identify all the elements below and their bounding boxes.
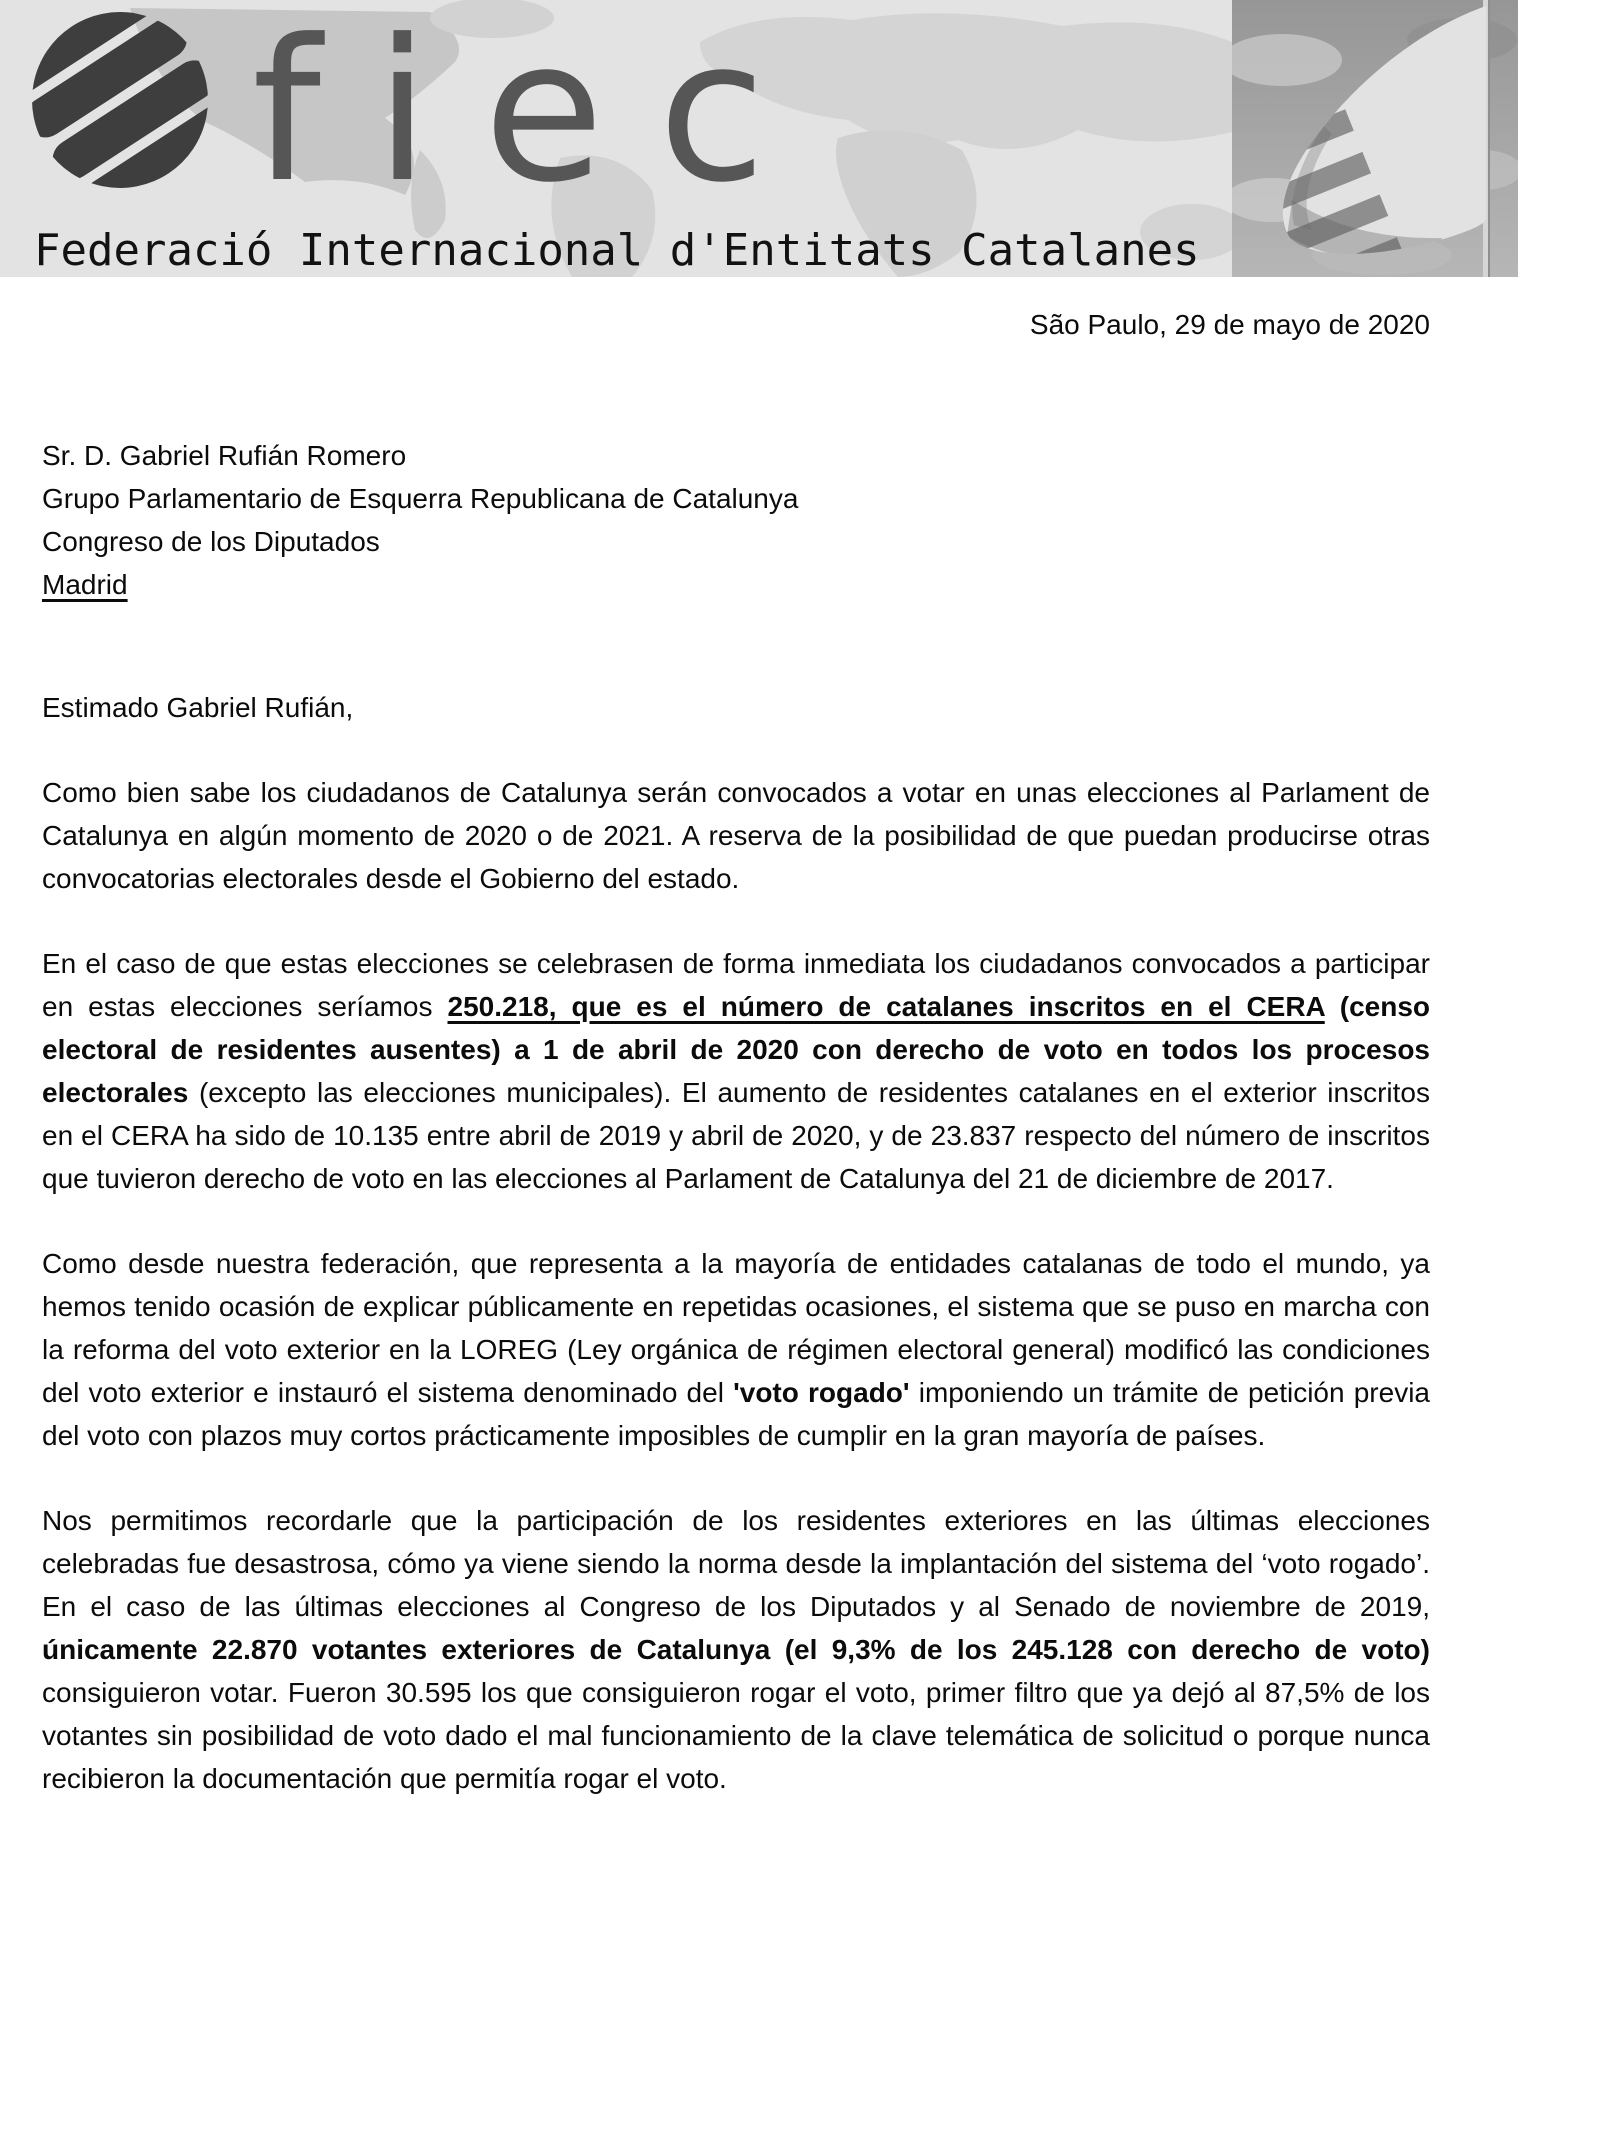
paragraph-segment: (excepto las elecciones municipales). El aumento de residentes catalanes en el exterior inscritos en el CERA ha sido de 10.135 entre abril de 2019 y abril de 2020, y de 23.837 respecto del número de inscritos que tuvieron derecho de voto en las elecciones al Parlament de Catalunya del 21 de diciembre de 2017. <box>42 1077 1430 1194</box>
letter-dateline: São Paulo, 29 de mayo de 2020 <box>1029 309 1430 340</box>
org-name: Federació Internacional d'Entitats Catalanes <box>34 224 1200 276</box>
paragraph-segment: (censo electoral de residentes ausentes) a 1 de abril de 2020 con derecho de voto en todos los procesos electorales <box>42 991 1430 1108</box>
letter-content <box>42 277 1430 1800</box>
recipient-city-line <box>42 563 1430 606</box>
paragraph <box>42 1242 1430 1457</box>
recipient-line: Grupo Parlamentario de Esquerra Republicana de Catalunya <box>42 483 799 514</box>
fiec-logo-text: fiec <box>252 0 820 226</box>
letterhead <box>0 0 1600 277</box>
paragraph <box>42 942 1430 1200</box>
paragraph-segment: 250.218, que es el número de catalanes inscritos en el CERA <box>447 991 1325 1022</box>
paragraph-segment: 'voto rogado' <box>733 1377 910 1408</box>
paragraph-segment: únicamente 22.870 votantes exteriores de Catalunya (el 9,3% de los 245.128 con derecho de voto) <box>42 1634 1430 1665</box>
fiec-globe-icon <box>28 0 213 200</box>
recipient-city: Madrid <box>42 569 128 600</box>
catalan-flag-photo <box>1232 0 1518 277</box>
paragraph-segment: imponiendo un trámite de petición previa del voto con plazos muy cortos prácticamente imposibles de cumplir en la gran mayoría de países. <box>42 1377 1430 1451</box>
paragraph <box>42 771 1430 900</box>
paragraph <box>42 1499 1430 1800</box>
salutation: Estimado Gabriel Rufián, <box>42 692 354 723</box>
letter-body <box>42 771 1430 1800</box>
recipient-block <box>42 434 1430 606</box>
paragraph-segment: Nos permitimos recordarle que la participación de los residentes exteriores en las últimas elecciones celebradas fue desastrosa, cómo ya viene siendo la norma desde la implantación del sistema del ‘voto rogado’. En el caso de las últimas elecciones al Congreso de los Diputados y al Senado de noviembre de 2019, <box>42 1505 1430 1622</box>
paragraph-segment: En el caso de que estas elecciones se celebrasen de forma inmediata los ciudadanos convocados a participar en estas elecciones seríamos <box>42 948 1430 1022</box>
paragraph-segment: Como bien sabe los ciudadanos de Catalunya serán convocados a votar en unas elecciones al Parlament de Catalunya en algún momento de 2020 o de 2021. A reserva de la posibilidad de que puedan producirse otras convocatorias electorales desde el Gobierno del estado. <box>42 777 1430 894</box>
paragraph-segment: consiguieron votar. Fueron 30.595 los que consiguieron rogar el voto, primer filtro que ya dejó al 87,5% de los votantes sin posibilidad de voto dado el mal funcionamiento de la clave telemática de solicitud o porque nunca recibieron la documentación que permitía rogar el voto. <box>42 1677 1430 1794</box>
recipient-line: Congreso de los Diputados <box>42 526 380 557</box>
recipient-line: Sr. D. Gabriel Rufián Romero <box>42 440 407 471</box>
paragraph-segment: Como desde nuestra federación, que representa a la mayoría de entidades catalanas de todo el mundo, ya hemos tenido ocasión de explicar públicamente en repetidas ocasiones, el sistema que se puso en marcha con la reforma del voto exterior en la LOREG (Ley orgánica de régimen electoral general) modificó las condiciones del voto exterior e instauró el sistema denominado del <box>42 1248 1430 1408</box>
